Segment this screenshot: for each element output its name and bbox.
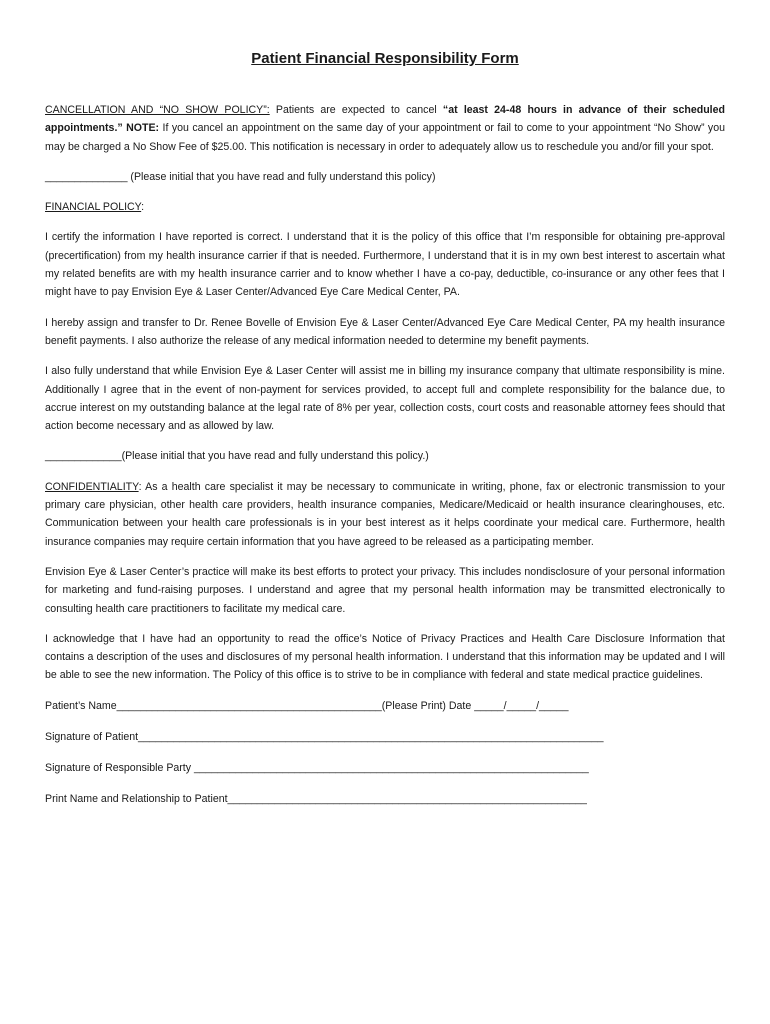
financial-paragraph-1: I certify the information I have reported is correct. I understand that it is the policy of this office that I’m responsible for obtaining pre-approval (precertification) from my health insurance carrier if that is needed. Furthermore, I understand that it is in my own best interest to ascertain what my related benefits are with my health insurance carrier and to know whether I have a co-pay, deductible, co-insurance or any other fees that I might have to pay Envision Eye & Laser Center/Advanced Eye Care Medical Center, PA.	[45, 231, 725, 299]
cancellation-bold: “at least 24-48 hours in advance of their scheduled appointments.” NOTE:	[45, 104, 725, 135]
confidentiality-paragraph-1	[45, 478, 725, 551]
cancellation-policy	[45, 101, 725, 156]
financial-paragraph-3: I also fully understand that while Envision Eye & Laser Center will assist me in billing my insurance company that ultimate responsibility is mine. Additionally I agree that in the event of non-payment for services provided, to accept full and complete responsibility for the balance due, to accrue interest on my outstanding balance at the legal rate of 8% per year, collection costs, court costs and reasonable attorney fees should that action become necessary and as allowed by law.	[45, 365, 725, 433]
confidentiality-text: : As a health care specialist it may be necessary to communicate in writing, phone, fax or electronic transmission to your primary care physician, other health care providers, health insurance companies, Medicare/Medicaid or health insurance clearinghouses, etc. Communication between your health care professionals is in your best interest as it helps coordinate your medical care. Furthermore, health insurance companies may require certain information that you have agreed to be released as a participating member.	[45, 480, 725, 548]
confidentiality-paragraph-3: I acknowledge that I have had an opportunity to read the office’s Notice of Privacy Practices and Health Care Disclosure Information that contains a description of the uses and disclosures of my personal health information. I understand that this information may be updated and I will be able to see the new information. The Policy of this office is to strive to be in compliance with federal and state medical practice guidelines.	[45, 632, 725, 682]
financial-paragraph-2: I hereby assign and transfer to Dr. Renee Bovelle of Envision Eye & Laser Center/Advanced Eye Care Medical Center, PA my health insurance benefit payments. I also authorize the release of any medical information needed to determine my benefit payments.	[45, 316, 725, 347]
cancellation-heading: CANCELLATION AND “NO SHOW POLICY”:	[45, 104, 270, 116]
page-title: Patient Financial Responsibility Form	[251, 50, 519, 67]
financial-heading: FINANCIAL POLICY	[45, 201, 142, 214]
confidentiality-paragraph-2: Envision Eye & Laser Center’s practice will make its best efforts to protect your privacy. This includes nondisclosure of your personal information for marketing and fund-raising purposes. I understand and agree that my personal health information may be transmitted electronically to consulting health care practitioners to facilitate my medical care.	[45, 565, 725, 615]
patient-signature-field[interactable]: Signature of Patient_______________________________________________________________________________	[45, 730, 604, 743]
patient-name-field[interactable]: Patient’s Name_____________________________________________(Please Print) Date _____/_____/_____	[45, 699, 569, 712]
confidentiality-heading: CONFIDENTIALITY	[45, 480, 139, 493]
financial-heading-colon: :	[141, 201, 145, 214]
initial-line-financial[interactable]: _____________(Please initial that you have read and fully understand this policy.)	[45, 450, 429, 463]
initial-line-cancellation[interactable]: ______________ (Please initial that you have read and fully understand this policy)	[45, 170, 436, 183]
print-name-relationship-field[interactable]: Print Name and Relationship to Patient_____________________________________________________________	[45, 792, 587, 805]
cancellation-text-2: If you cancel an appointment on the same day of your appointment or fail to come to your appointment “No Show” you may be charged a No Show Fee of $25.00. This notification is necessary in order to adequately allow us to reschedule you and/or fill your spot.	[45, 122, 725, 153]
financial-heading-line	[45, 198, 725, 216]
responsible-party-signature-field[interactable]: Signature of Responsible Party ___________________________________________________________________	[45, 761, 589, 774]
cancellation-text-1: Patients are expected to cancel	[269, 104, 443, 116]
